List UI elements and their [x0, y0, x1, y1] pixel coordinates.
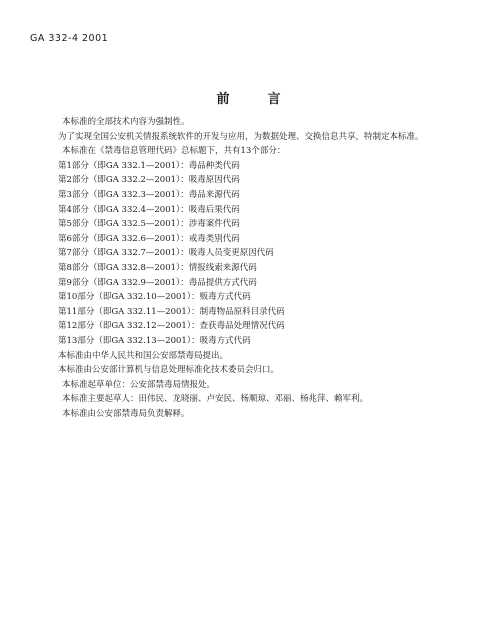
part-list-item: 第6部分（即GA 332.6—2001）：戒毒类别代码: [58, 233, 240, 244]
page-title: 前言: [216, 92, 319, 107]
part-list-item: 第2部分（即GA 332.2—2001）：吸毒原因代码: [58, 175, 240, 186]
part-list-item: 第11部分（即GA 332.11—2001）：制毒物品原料目录代码: [58, 306, 285, 317]
intro-line: 本标准在《禁毒信息管理代码》总标题下，共有13个部分：: [62, 146, 286, 157]
closing-line: 本标准由中华人民共和国公安部禁毒局提出。: [58, 350, 229, 361]
part-list-item: 第5部分（即GA 332.5—2001）：涉毒案件代码: [58, 219, 240, 230]
intro-line: 为了实现全国公安机关情报系统软件的开发与应用，为数据处理、交换信息共享，特制定本标准。: [58, 131, 424, 142]
part-list-item: 第8部分（即GA 332.8—2001）：情报线索来源代码: [58, 262, 257, 273]
part-list-item: 第3部分（即GA 332.3—2001）：毒品来源代码: [58, 189, 240, 200]
intro-line: 本标准的全部技术内容为强制性。: [62, 117, 190, 127]
part-list-item: 第9部分（即GA 332.9—2001）：毒品提供方式代码: [58, 277, 257, 288]
foreword-body: [58, 115, 462, 421]
part-list-item: 第4部分（即GA 332.4—2001）：吸毒后果代码: [58, 204, 240, 215]
document-code-header: GA 332-4 2001: [30, 33, 109, 44]
part-list-item: 第1部分（即GA 332.1—2001）：毒品种类代码: [58, 160, 240, 171]
part-list-item: 第10部分（即GA 332.10—2001）：贩毒方式代码: [58, 292, 251, 303]
part-list-item: 第12部分（即GA 332.12—2001）：查获毒品处理情况代码: [58, 321, 285, 332]
closing-line: 本标准由公安部计算机与信息处理标准化技术委员会归口。: [58, 365, 280, 376]
part-list-item: 第7部分（即GA 332.7—2001）：吸毒人员变更原因代码: [58, 248, 274, 259]
closing-line: 本标准主要起草人：田伟民、龙晓丽、卢安民、杨顺琼、邓丽、杨兆萍、赖军利。: [62, 394, 369, 405]
closing-line: 本标准起草单位：公安部禁毒局情报处。: [62, 379, 216, 390]
part-list-item: 第13部分（即GA 332.13—2001）：吸毒方式代码: [58, 335, 251, 346]
closing-line: 本标准由公安部禁毒局负责解释。: [62, 408, 190, 419]
